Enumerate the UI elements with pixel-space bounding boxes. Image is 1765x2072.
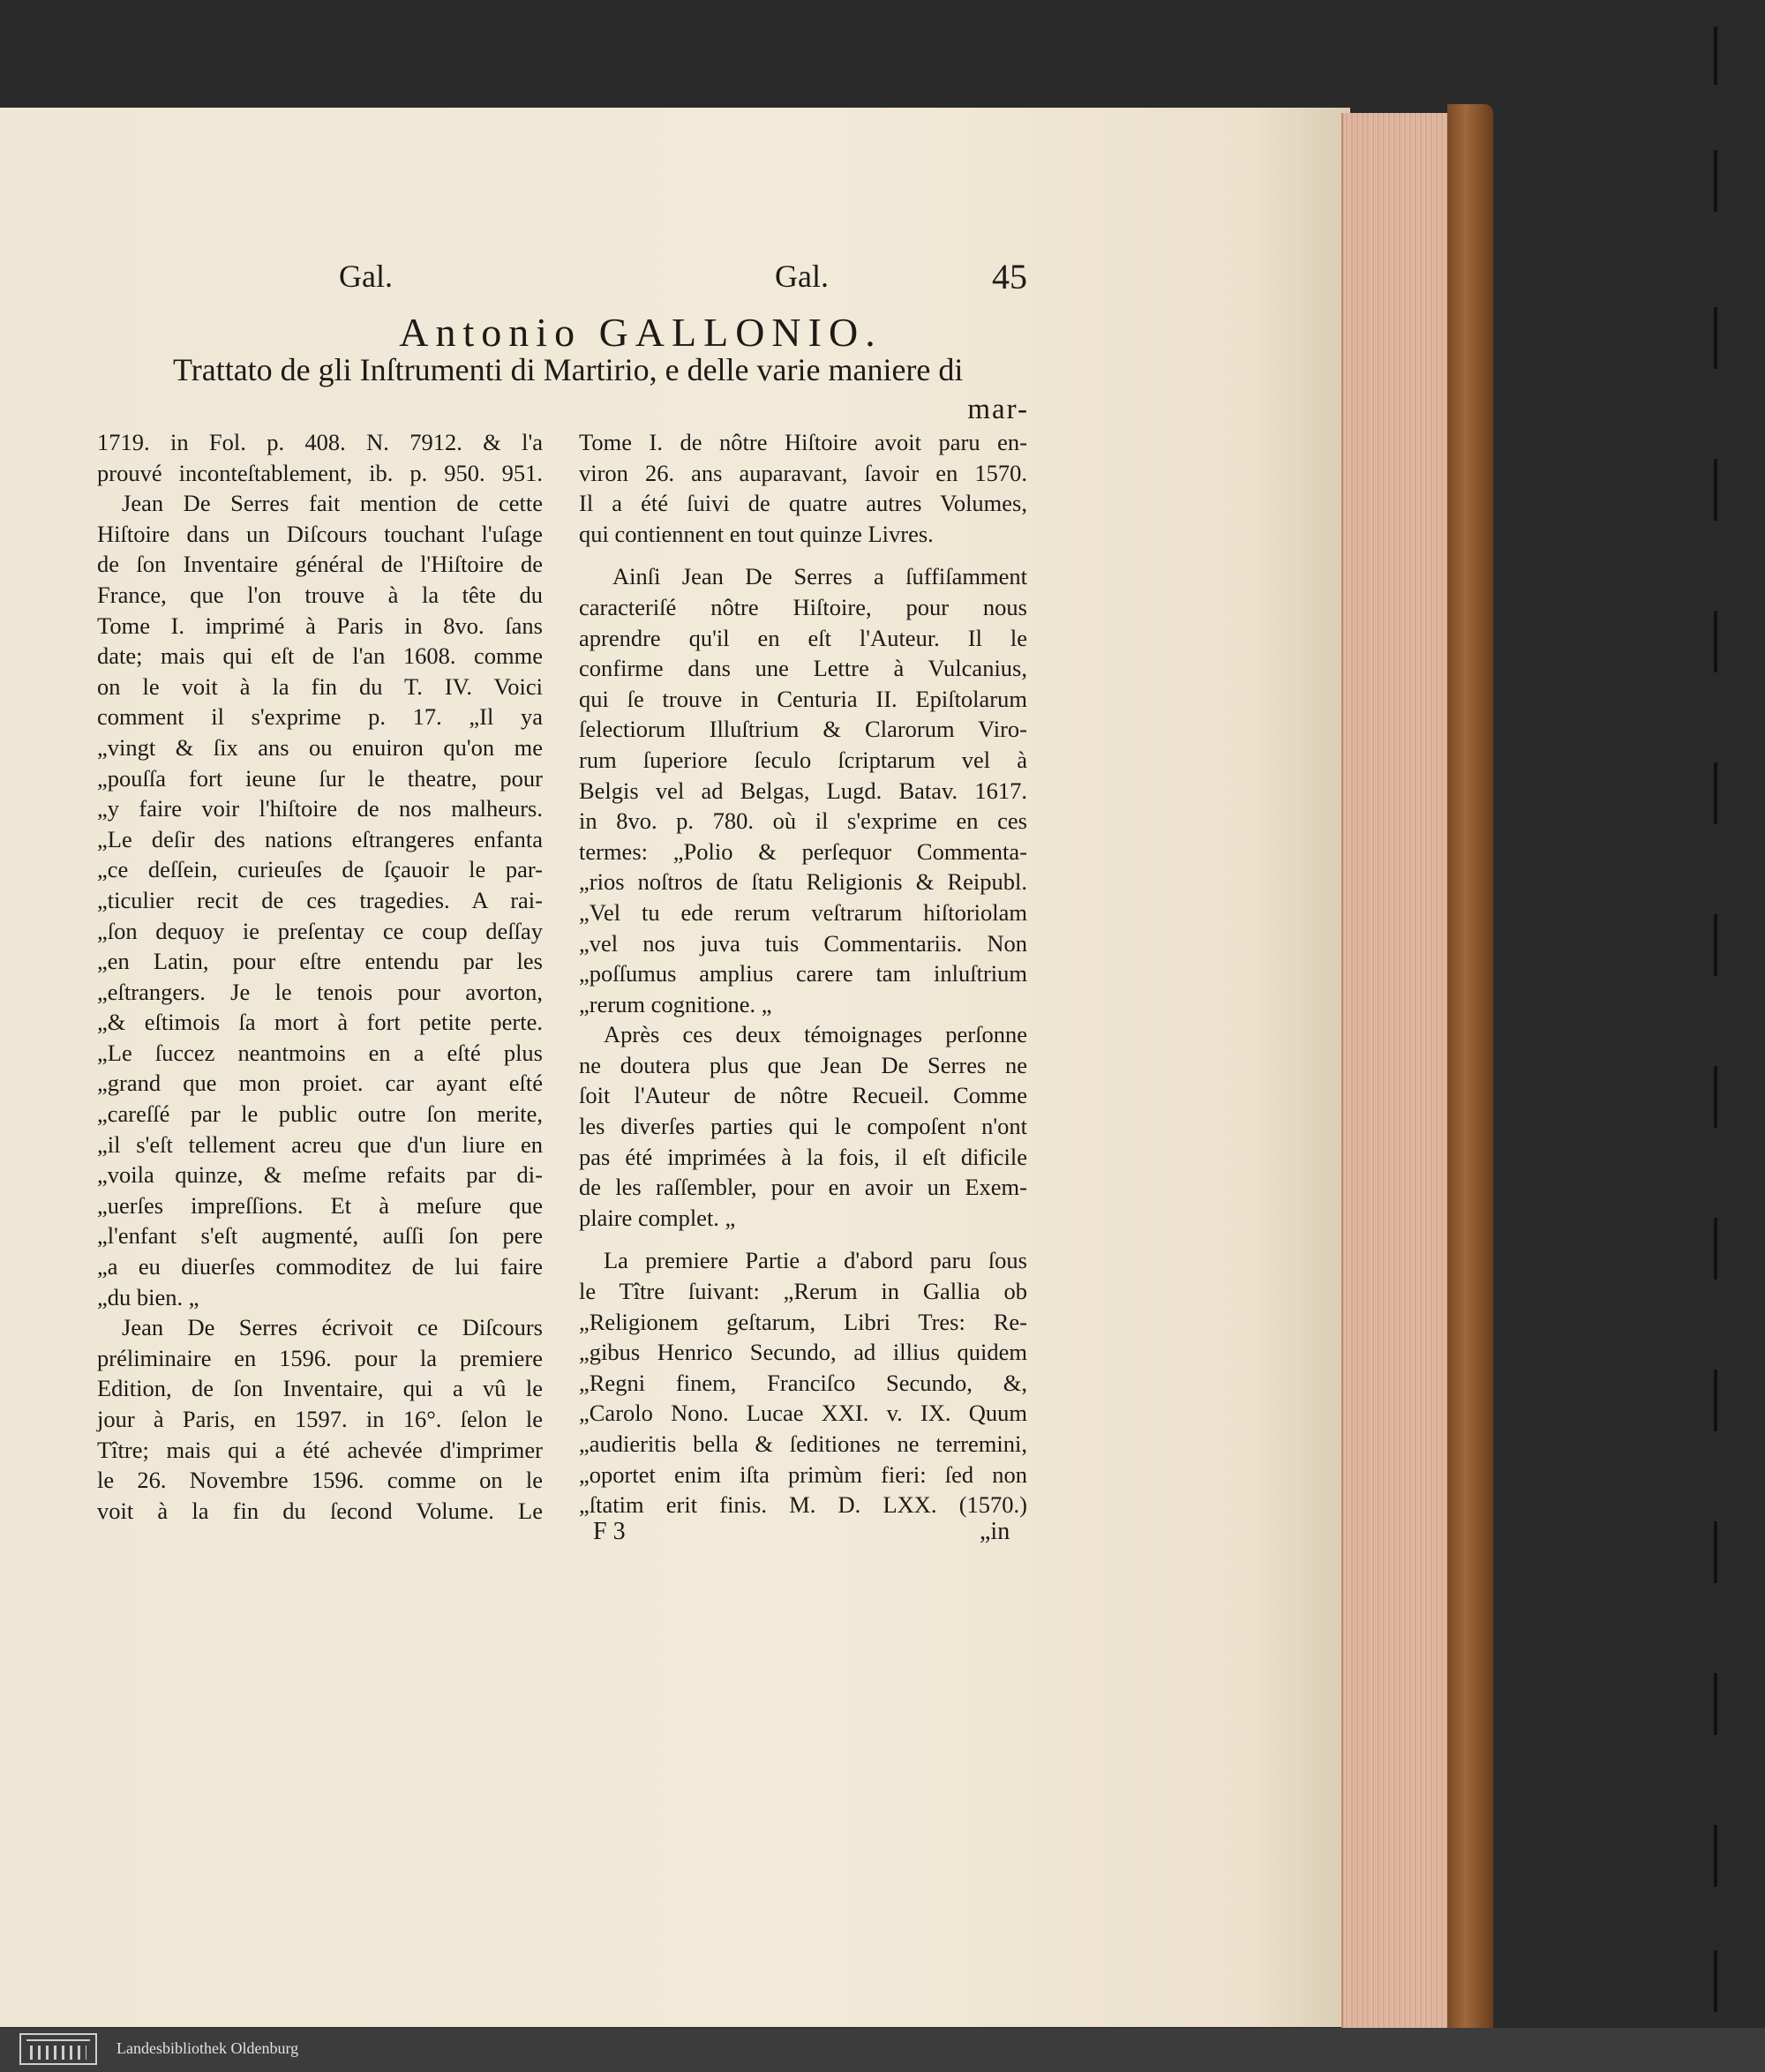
text-line: „audieritis bella & ſeditiones ne terremini,	[579, 1430, 1027, 1457]
page-edge	[1341, 113, 1456, 2028]
scale-mark	[1714, 150, 1717, 212]
text-line: „voila quinze, & meſme refaits par di-	[97, 1161, 543, 1189]
text-line: „ce deſſein, curieuſes de ſçauoir le par-	[97, 856, 543, 883]
text-line: „vingt & ſix ans ou enuiron qu'on me	[97, 733, 543, 761]
text-line: les diverſes parties qui le compoſent n'ont	[579, 1113, 1027, 1140]
text-line: qui ſe trouve in Centuria II. Epiſtolarum	[579, 685, 1027, 712]
entry-title: Trattato de gli Inſtrumenti di Martirio, e delle varie maniere di	[173, 352, 964, 387]
text-line: „Religionem geſtarum, Libri Tres: Re-	[579, 1308, 1027, 1335]
paragraph-gap	[579, 549, 1027, 561]
text-line: Belgis vel ad Belgas, Lugd. Batav. 1617.	[579, 777, 1027, 804]
scale-mark	[1714, 26, 1717, 85]
text-line: „Carolo Nono. Lucae XXI. v. IX. Quum	[579, 1400, 1027, 1427]
text-line: „gibus Henrico Secundo, ad illius quidem	[579, 1339, 1027, 1366]
text-line: „rios noſtros de ſtatu Religionis & Reipubl.	[579, 868, 1027, 896]
scale-mark	[1714, 459, 1717, 521]
text-line: on le voit à la fin du T. IV. Voici	[97, 672, 543, 700]
text-line: „grand que mon proiet. car ayant eſté	[97, 1070, 543, 1097]
book-cover-edge	[1447, 104, 1493, 2037]
text-line: „il s'eſt tellement acreu que d'un liure en	[97, 1130, 543, 1158]
text-line: viron 26. ans auparavant, ſavoir en 1570.	[579, 459, 1027, 486]
text-line: „poſſumus amplius carere tam inluſtrium	[579, 960, 1027, 987]
text-line: „pouſſa fort ieune ſur le theatre, pour	[97, 764, 543, 792]
text-line: „& eſtimois ſa mort à fort petite perte.	[97, 1009, 543, 1036]
text-line: „ſon dequoy ie preſentay ce coup deſſay	[97, 917, 543, 944]
text-line: Tome I. imprimé à Paris in 8vo. ſans	[97, 612, 543, 639]
text-line: Il a été ſuivi de quatre autres Volumes,	[579, 490, 1027, 517]
text-line: de ſon Inventaire général de l'Hiſtoire de	[97, 551, 543, 578]
text-line: Edition, de ſon Inventaire, qui a vû le	[97, 1375, 543, 1402]
text-line: „oportet enim iſta primùm fieri: ſed non	[579, 1460, 1027, 1488]
scale-mark	[1714, 1370, 1717, 1431]
scale-mark	[1714, 1521, 1717, 1583]
scale-mark	[1714, 1950, 1717, 2012]
text-line: voit à la fin du ſecond Volume. Le	[97, 1497, 543, 1524]
text-line: „Regni finem, Franciſco Secundo, &,	[579, 1369, 1027, 1396]
text-line: préliminaire en 1596. pour la premiere	[97, 1344, 543, 1371]
text-line: La premiere Partie a d'abord paru ſous	[604, 1247, 1027, 1274]
scale-mark	[1714, 914, 1717, 976]
signature-mark: F 3	[593, 1518, 626, 1545]
paragraph-gap	[579, 1233, 1027, 1245]
catchword: „in	[980, 1518, 1010, 1545]
text-line: ſelectiorum Illuſtrium & Clarorum Viro-	[579, 716, 1027, 743]
text-line: comment il s'exprime p. 17. „Il ya	[97, 703, 543, 731]
library-building-icon	[19, 2033, 97, 2065]
text-line: termes: „Polio & perſequor Commenta-	[579, 837, 1027, 865]
scale-mark	[1714, 1218, 1717, 1280]
entry-title-continuation: mar-	[967, 394, 1029, 425]
text-line: le 26. Novembre 1596. comme on le	[97, 1467, 543, 1494]
scale-mark	[1714, 1066, 1717, 1128]
text-line: Hiſtoire dans un Diſcours touchant l'uſage	[97, 520, 543, 547]
entry-author: Antonio GALLONIO.	[399, 310, 882, 355]
scale-mark	[1714, 307, 1717, 369]
text-line: prouvé inconteſtablement, ib. p. 950. 951.	[97, 459, 543, 486]
text-line: „Le deſir des nations eſtrangeres enfanta	[97, 825, 543, 852]
text-line: jour à Paris, en 1597. in 16°. ſelon le	[97, 1406, 543, 1432]
text-line: „rerum cognitione. „	[579, 990, 772, 1017]
text-line: Tître; mais qui a été achevée d'imprimer	[97, 1436, 543, 1463]
right-text-column	[579, 427, 1027, 1520]
text-line: „l'enfant s'eſt augmenté, auſſi ſon pere	[97, 1222, 543, 1250]
text-line: de les raſſembler, pour en avoir un Exem-	[579, 1174, 1027, 1201]
text-line: ne doutera plus que Jean De Serres ne	[579, 1051, 1027, 1078]
left-text-column	[97, 427, 543, 1526]
scale-mark	[1714, 1825, 1717, 1887]
page-number: 45	[992, 257, 1027, 297]
text-line: caracteriſé nôtre Hiſtoire, pour nous	[579, 593, 1027, 620]
text-line: 1719. in Fol. p. 408. N. 7912. & l'a	[97, 429, 543, 455]
text-line: aprendre qu'il en eſt l'Auteur. Il le	[579, 624, 1027, 651]
text-line: rum ſuperiore ſeculo ſcriptarum vel à	[579, 746, 1027, 773]
text-line: Jean De Serres fait mention de cette	[122, 490, 543, 517]
library-name: Landesbibliothek Oldenburg	[116, 2039, 299, 2057]
text-line: „en Latin, pour eſtre entendu par les	[97, 948, 543, 975]
footer-bar	[0, 2028, 1765, 2072]
text-line: „du bien. „	[97, 1283, 199, 1310]
running-head-center: Gal.	[775, 259, 829, 294]
text-line: „a eu diuerſes commoditez de lui faire	[97, 1253, 543, 1280]
text-line: ſoit l'Auteur de nôtre Recueil. Comme	[579, 1082, 1027, 1109]
text-line: „y faire voir l'hiſtoire de nos malheurs.	[97, 795, 543, 822]
scale-mark	[1714, 611, 1717, 672]
text-line: „ticulier recit de ces tragedies. A rai-	[97, 886, 543, 913]
text-line: confirme dans une Lettre à Vulcanius,	[579, 655, 1027, 682]
text-line: „careſſé par le public outre ſon merite,	[97, 1100, 543, 1128]
text-line: le Tître ſuivant: „Rerum in Gallia ob	[579, 1278, 1027, 1305]
text-line: Tome I. de nôtre Hiſtoire avoit paru en-	[579, 429, 1027, 455]
text-line: plaire complet. „	[579, 1204, 736, 1231]
text-line: „vel nos juva tuis Commentariis. Non	[579, 929, 1027, 957]
text-line: Jean De Serres écrivoit ce Diſcours	[122, 1314, 543, 1341]
text-line: Après ces deux témoignages perſonne	[604, 1021, 1027, 1048]
text-line: „ſtatim erit finis. M. D. LXX. (1570.)	[579, 1491, 1027, 1519]
text-line: in 8vo. p. 780. où il s'exprime en ces	[579, 807, 1027, 835]
scale-mark	[1714, 762, 1717, 824]
text-line: Ainſi Jean De Serres a ſuffiſamment	[612, 563, 1027, 590]
text-line: France, que l'on trouve à la tête du	[97, 581, 543, 608]
text-line: „eſtrangers. Je le tenois pour avorton,	[97, 978, 543, 1005]
scale-mark	[1714, 1673, 1717, 1735]
text-line: qui contiennent en tout quinze Livres.	[579, 520, 934, 547]
text-line: „Vel tu ede rerum veſtrarum hiſtoriolam	[579, 898, 1027, 926]
text-line: date; mais qui eſt de l'an 1608. comme	[97, 642, 543, 670]
text-line: „uerſes impreſſions. Et à meſure que	[97, 1191, 543, 1219]
text-line: pas été imprimées à la fois, il eſt dificile	[579, 1143, 1027, 1170]
text-line: „Le ſuccez neantmoins en a eſté plus	[97, 1039, 543, 1066]
running-head-left: Gal.	[339, 259, 393, 294]
